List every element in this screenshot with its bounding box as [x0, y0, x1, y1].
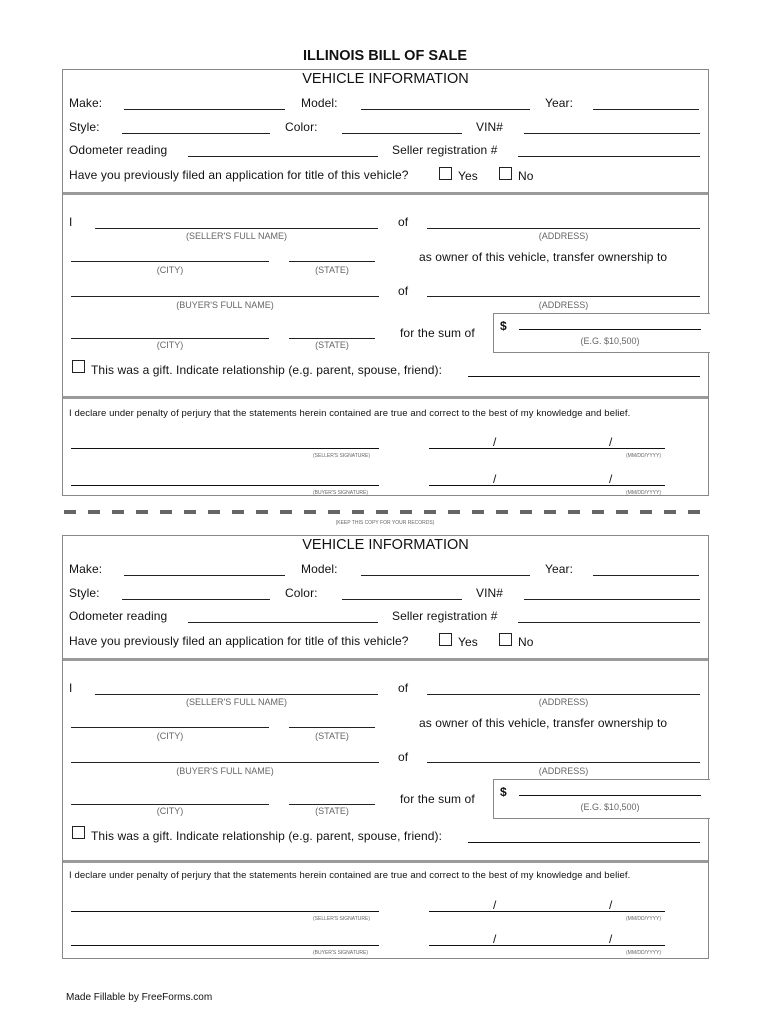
seller-city-caption: (CITY)	[156, 265, 184, 275]
make-field[interactable]	[124, 98, 285, 110]
seller-registration-field[interactable]	[518, 611, 700, 623]
i-label: I	[69, 215, 73, 229]
buyer-signature-field[interactable]	[71, 474, 379, 486]
i-label: I	[69, 681, 73, 695]
buyer-state-caption: (STATE)	[315, 806, 349, 816]
seller-state-field[interactable]	[289, 250, 375, 262]
transfer-ownership-text: as owner of this vehicle, transfer ownership to	[419, 250, 668, 264]
of-label: of	[398, 681, 409, 695]
gift-relationship-field[interactable]	[468, 831, 700, 843]
color-field[interactable]	[342, 122, 462, 134]
seller-signature-caption: (SELLER'S SIGNATURE)	[313, 916, 370, 922]
sum-field[interactable]	[519, 318, 701, 330]
model-label: Model:	[301, 96, 338, 110]
seller-signature-field[interactable]	[71, 437, 379, 449]
seller-state-caption: (STATE)	[315, 265, 349, 275]
buyer-city-field[interactable]	[71, 793, 269, 805]
seller-address-field[interactable]	[427, 683, 700, 695]
buyer-date-field[interactable]	[429, 474, 665, 486]
buyer-signature-caption: (BUYER'S SIGNATURE)	[313, 950, 369, 956]
vin-label: VIN#	[476, 120, 504, 134]
seller-name-caption: (SELLER'S FULL NAME)	[186, 231, 287, 241]
date-slash: /	[609, 898, 613, 912]
dollar-sign: $	[500, 785, 507, 799]
declaration-section	[63, 860, 708, 960]
buyer-signature-caption: (BUYER'S SIGNATURE)	[313, 490, 369, 496]
odometer-label: Odometer reading	[69, 143, 168, 157]
no-label: No	[518, 169, 534, 183]
seller-name-field[interactable]	[95, 217, 378, 229]
odometer-field[interactable]	[188, 611, 378, 623]
odometer-field[interactable]	[188, 145, 378, 157]
keep-copy-note: (KEEP THIS COPY FOR YOUR RECORDS)	[335, 520, 435, 526]
seller-city-field[interactable]	[71, 250, 269, 262]
buyer-state-caption: (STATE)	[315, 340, 349, 350]
buyer-address-caption: (ADDRESS)	[538, 766, 589, 776]
seller-city-caption: (CITY)	[156, 731, 184, 741]
vin-field[interactable]	[524, 588, 700, 600]
bill-of-sale-form-2	[62, 535, 709, 959]
style-label: Style:	[69, 586, 100, 600]
sum-example-caption: (E.G. $10,500)	[580, 336, 640, 346]
date-slash: /	[609, 472, 613, 486]
transfer-ownership-text: as owner of this vehicle, transfer ownership to	[419, 716, 668, 730]
cut-line-separator	[64, 510, 710, 514]
buyer-name-field[interactable]	[71, 751, 379, 763]
no-checkbox[interactable]	[499, 167, 512, 180]
date-slash: /	[493, 898, 497, 912]
year-label: Year:	[545, 562, 574, 576]
gift-relationship-field[interactable]	[468, 365, 700, 377]
footer-credit: Made Fillable by FreeForms.com	[66, 992, 213, 1003]
date-slash: /	[609, 435, 613, 449]
buyer-state-field[interactable]	[289, 327, 375, 339]
transfer-section	[63, 658, 708, 860]
vehicle-info-heading: VEHICLE INFORMATION	[302, 537, 469, 553]
make-label: Make:	[69, 96, 103, 110]
buyer-city-caption: (CITY)	[156, 806, 184, 816]
make-label: Make:	[69, 562, 103, 576]
yes-label: Yes	[458, 635, 478, 649]
seller-date-field[interactable]	[429, 900, 665, 912]
vehicle-information-section	[63, 70, 708, 193]
sum-box	[493, 779, 710, 819]
sum-example-caption: (E.G. $10,500)	[580, 802, 640, 812]
buyer-address-field[interactable]	[427, 285, 700, 297]
style-label: Style:	[69, 120, 100, 134]
odometer-label: Odometer reading	[69, 609, 168, 623]
seller-city-field[interactable]	[71, 716, 269, 728]
model-label: Model:	[301, 562, 338, 576]
gift-label: This was a gift. Indicate relationship (e.g. parent, spouse, friend):	[91, 363, 443, 377]
seller-state-caption: (STATE)	[315, 731, 349, 741]
vehicle-information-section	[63, 536, 708, 659]
bill-of-sale-form-1	[62, 69, 709, 496]
declaration-section	[63, 396, 708, 497]
no-label: No	[518, 635, 534, 649]
seller-address-caption: (ADDRESS)	[538, 231, 589, 241]
seller-registration-label: Seller registration #	[392, 143, 498, 157]
seller-address-caption: (ADDRESS)	[538, 697, 589, 707]
form-title: ILLINOIS BILL OF SALE	[302, 48, 468, 64]
buyer-date-caption: (MM/DD/YYYY)	[626, 950, 661, 956]
declaration-text: I declare under penalty of perjury that the statements herein contained are true and correct to the best of my knowledge and belief.	[69, 870, 631, 881]
date-slash: /	[609, 932, 613, 946]
vin-field[interactable]	[524, 122, 700, 134]
vehicle-info-heading: VEHICLE INFORMATION	[302, 71, 469, 87]
of-label: of	[398, 215, 409, 229]
seller-name-caption: (SELLER'S FULL NAME)	[186, 697, 287, 707]
yes-checkbox[interactable]	[439, 167, 452, 180]
color-label: Color:	[285, 120, 318, 134]
seller-address-field[interactable]	[427, 217, 700, 229]
color-field[interactable]	[342, 588, 462, 600]
buyer-name-caption: (BUYER'S FULL NAME)	[176, 300, 274, 310]
color-label: Color:	[285, 586, 318, 600]
buyer-address-caption: (ADDRESS)	[538, 300, 589, 310]
vin-label: VIN#	[476, 586, 504, 600]
transfer-section	[63, 192, 708, 396]
dollar-sign: $	[500, 319, 507, 333]
seller-signature-field[interactable]	[71, 900, 379, 912]
sum-label: for the sum of	[400, 792, 475, 806]
buyer-state-field[interactable]	[289, 793, 375, 805]
seller-registration-field[interactable]	[518, 145, 700, 157]
year-label: Year:	[545, 96, 574, 110]
seller-date-caption: (MM/DD/YYYY)	[626, 453, 661, 459]
buyer-date-caption: (MM/DD/YYYY)	[626, 490, 661, 496]
buyer-date-field[interactable]	[429, 934, 665, 946]
style-field[interactable]	[122, 122, 270, 134]
seller-signature-caption: (SELLER'S SIGNATURE)	[313, 453, 370, 459]
buyer-city-caption: (CITY)	[156, 340, 184, 350]
seller-name-field[interactable]	[95, 683, 378, 695]
yes-label: Yes	[458, 169, 478, 183]
seller-state-field[interactable]	[289, 716, 375, 728]
sum-box	[493, 313, 710, 353]
title-application-question: Have you previously filed an application for title of this vehicle?	[69, 168, 409, 182]
yes-checkbox[interactable]	[439, 633, 452, 646]
buyer-city-field[interactable]	[71, 327, 269, 339]
declaration-text: I declare under penalty of perjury that the statements herein contained are true and correct to the best of my knowledge and belief.	[69, 408, 631, 419]
buyer-name-caption: (BUYER'S FULL NAME)	[176, 766, 274, 776]
sum-label: for the sum of	[400, 326, 475, 340]
date-slash: /	[493, 435, 497, 449]
no-checkbox[interactable]	[499, 633, 512, 646]
year-field[interactable]	[593, 98, 699, 110]
style-field[interactable]	[122, 588, 270, 600]
of-label-buyer: of	[398, 750, 409, 764]
of-label-buyer: of	[398, 284, 409, 298]
year-field[interactable]	[593, 564, 699, 576]
sum-field[interactable]	[519, 784, 701, 796]
buyer-signature-field[interactable]	[71, 934, 379, 946]
model-field[interactable]	[361, 564, 530, 576]
buyer-address-field[interactable]	[427, 751, 700, 763]
date-slash: /	[493, 472, 497, 486]
date-slash: /	[493, 932, 497, 946]
gift-checkbox[interactable]	[72, 360, 85, 373]
title-application-question: Have you previously filed an application for title of this vehicle?	[69, 634, 409, 648]
seller-registration-label: Seller registration #	[392, 609, 498, 623]
seller-date-caption: (MM/DD/YYYY)	[626, 916, 661, 922]
seller-date-field[interactable]	[429, 437, 665, 449]
buyer-name-field[interactable]	[71, 285, 379, 297]
make-field[interactable]	[124, 564, 285, 576]
gift-label: This was a gift. Indicate relationship (e.g. parent, spouse, friend):	[91, 829, 443, 843]
gift-checkbox[interactable]	[72, 826, 85, 839]
model-field[interactable]	[361, 98, 530, 110]
